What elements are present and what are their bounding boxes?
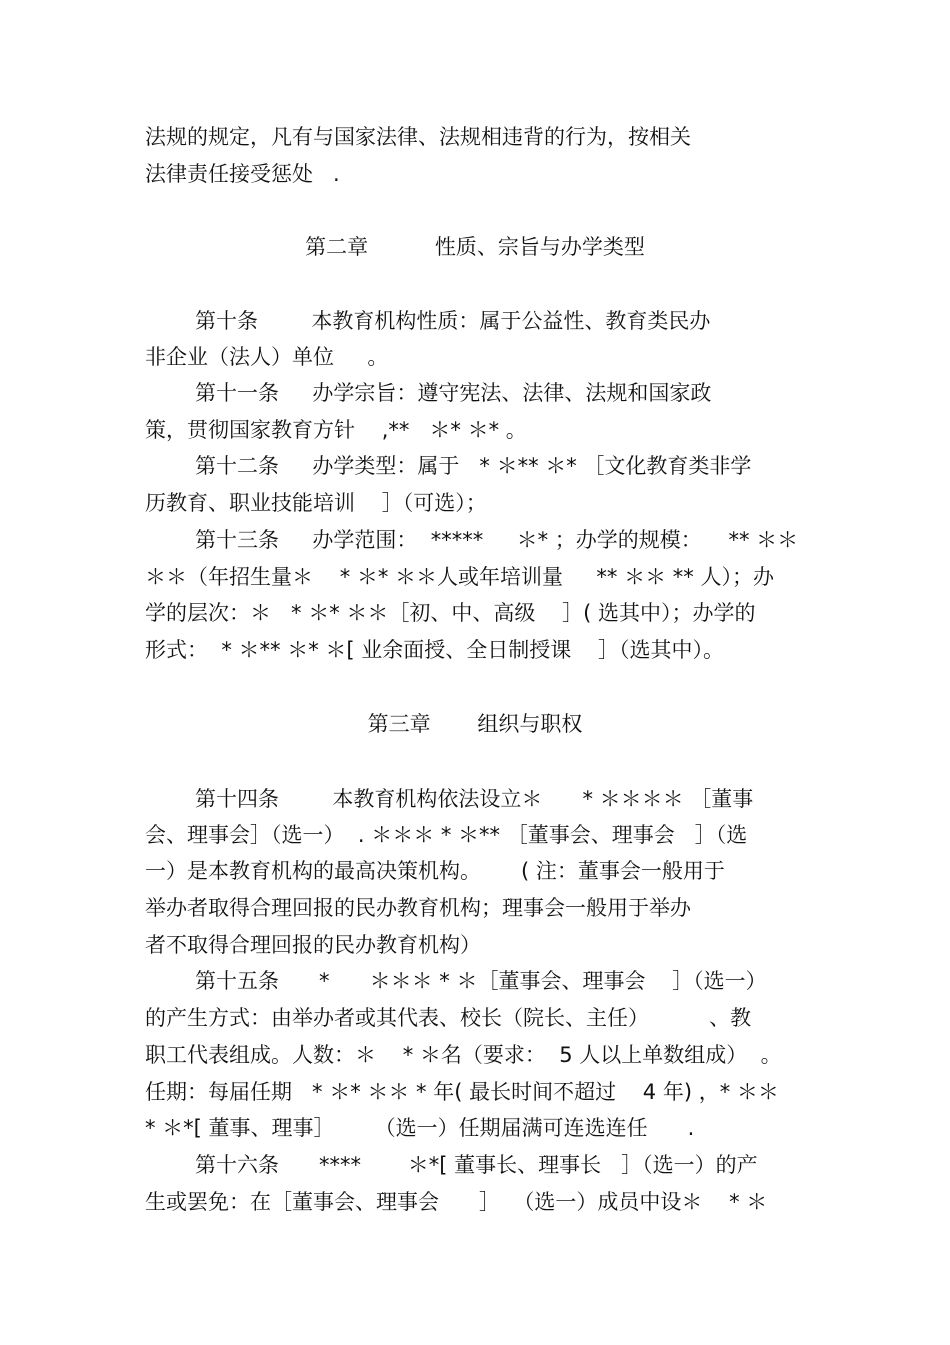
body-line: 法规的规定，凡有与国家法律、法规相违背的行为，按相关 xyxy=(145,125,691,149)
chapter-3-heading: 第三章 组织与职权 xyxy=(367,712,583,736)
body-line: 生或罢免：在［董事会、理事会 ］ （选一）成员中设＊ * ＊ xyxy=(145,1190,768,1214)
body-line: 者不取得合理回报的民办教育机构） xyxy=(145,933,481,957)
body-line: 法律责任接受惩处 . xyxy=(145,162,340,186)
body-line: 非企业（法人）单位 。 xyxy=(145,345,389,369)
article-10: 第十条 本教育机构性质：属于公益性、教育类民办 xyxy=(195,309,711,333)
body-line: 的产生方式：由举办者或其代表、校长（院长、主任） 、教 xyxy=(145,1006,752,1030)
body-line: * ＊*[ 董事、理事］ （选一）任期届满可连选连任 . xyxy=(145,1116,695,1140)
body-line: 举办者取得合理回报的民办教育机构；理事会一般用于举办 xyxy=(145,896,691,920)
chapter-2-heading: 第二章 性质、宗旨与办学类型 xyxy=(305,235,645,259)
body-line: 一）是本教育机构的最高决策机构。 ( 注：董事会一般用于 xyxy=(145,859,725,883)
article-13: 第十三条 办学范围： ***** ＊* ；办学的规模： ** ＊＊ xyxy=(195,528,799,552)
article-14: 第十四条 本教育机构依法设立＊ * ＊＊＊＊ ［董事 xyxy=(195,787,754,811)
body-line: 会、理事会］（选一） . ＊＊＊ * ＊** ［董事会、理事会 ］（选 xyxy=(145,823,748,847)
body-line: 学的层次：＊ * ＊* ＊＊［初、中、高级 ］( 选其中）；办学的 xyxy=(145,601,756,625)
article-11: 第十一条 办学宗旨：遵守宪法、法律、法规和国家政 xyxy=(195,381,712,405)
body-line: 形式： * ＊** ＊* ＊[ 业余面授、全日制授课 ］（选其中）。 xyxy=(145,638,724,662)
body-line: 职工代表组成。人数：＊ * ＊名（要求： 5 人以上单数组成） 。 xyxy=(145,1043,782,1067)
body-line: ＊＊（年招生量＊ * ＊* ＊＊人或年培训量 ** ＊＊ ** 人）；办 xyxy=(145,565,774,589)
article-12: 第十二条 办学类型：属于 * ＊** ＊* ［文化教育类非学 xyxy=(195,454,752,478)
body-line: 历教育、职业技能培训 ］（可选）； xyxy=(145,491,487,515)
body-line: 策，贯彻国家教育方针 ,** ＊* ＊* 。 xyxy=(145,418,527,442)
article-15: 第十五条 * ＊＊＊ * ＊［董事会、理事会 ］（选一） xyxy=(195,969,767,993)
body-line: 任期：每届任期 * ＊* ＊＊ * 年( 最长时间不超过 4 年) ，* ＊＊ xyxy=(145,1080,779,1104)
article-16: 第十六条 **** ＊*[ 董事长、理事长 ］（选一）的产 xyxy=(195,1153,758,1177)
